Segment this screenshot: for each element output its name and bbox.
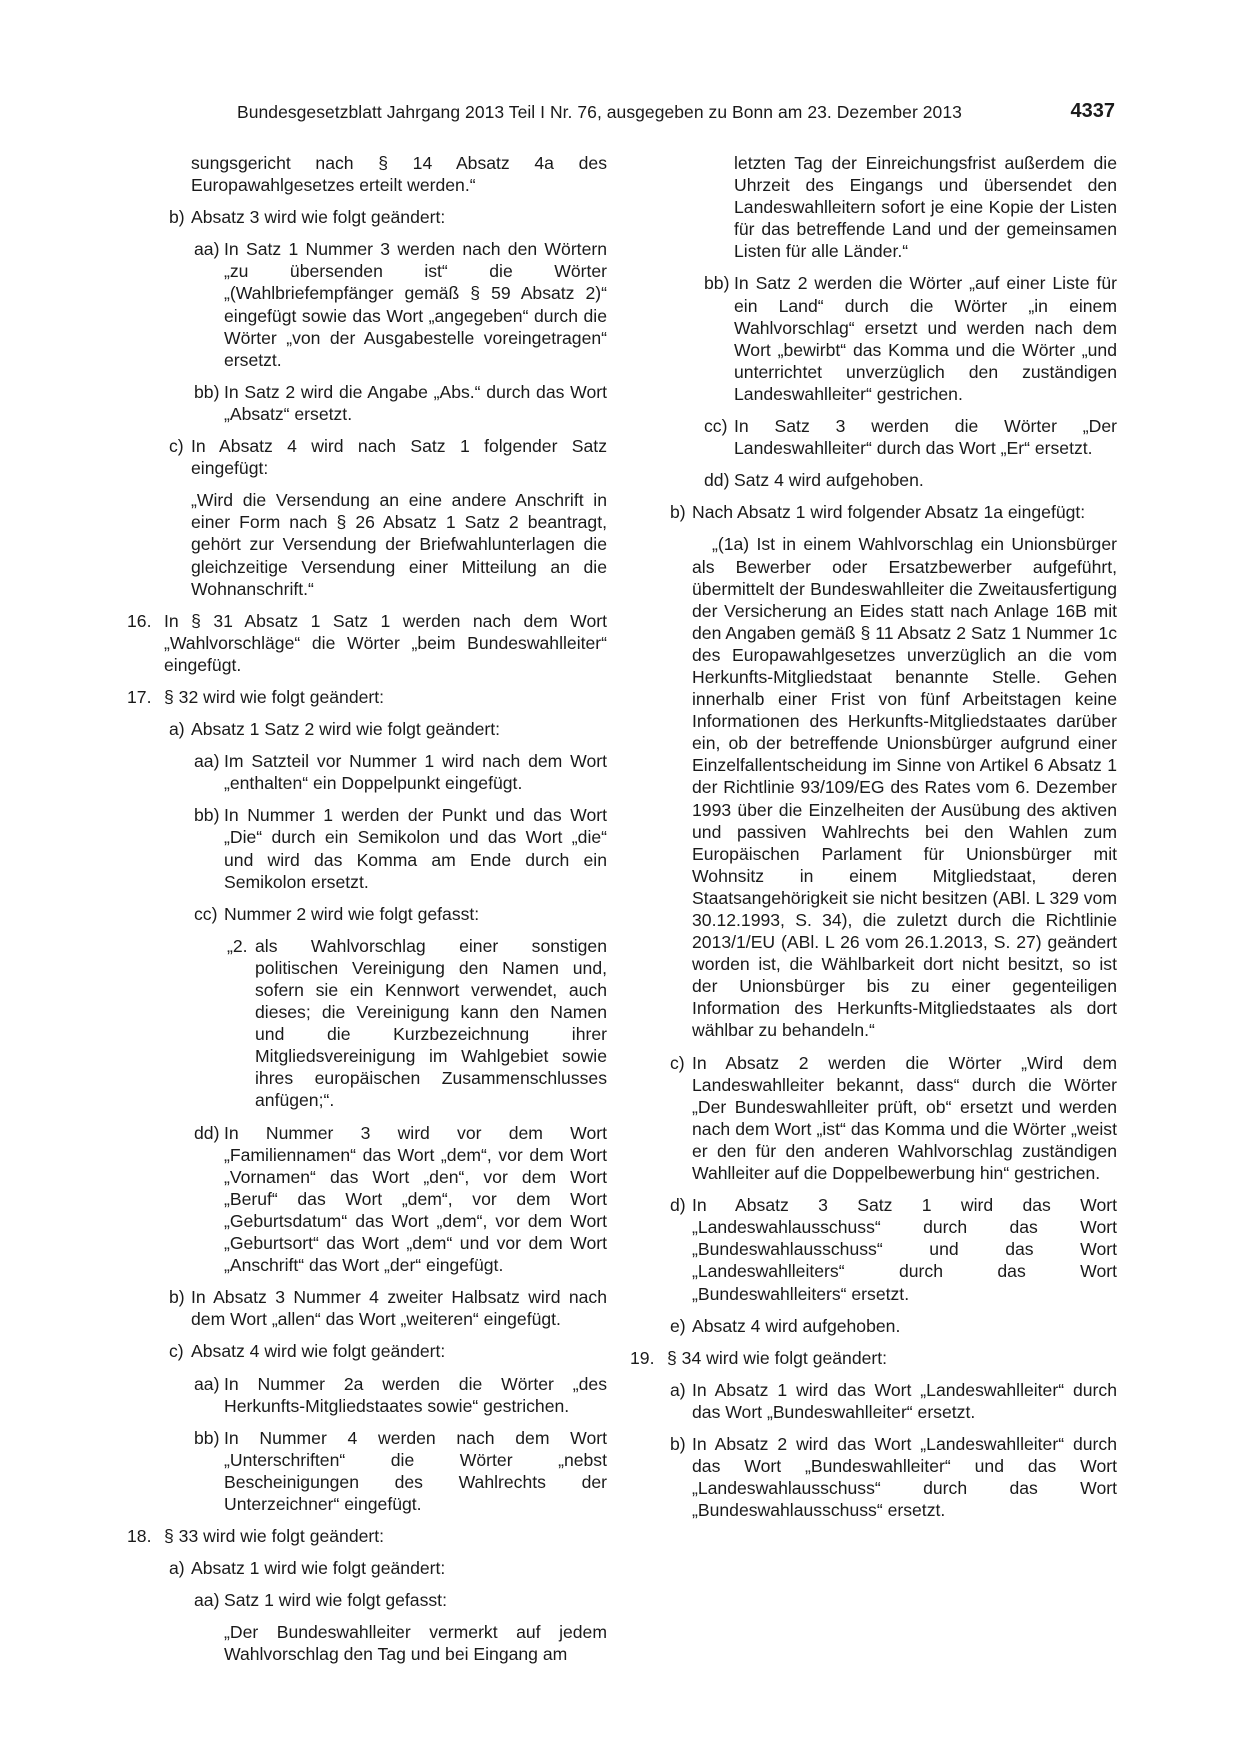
- item-label: c): [169, 436, 184, 457]
- item-text: In Satz 2 wird die Angabe „Abs.“ durch das Wort „Absatz“ ersetzt.: [224, 381, 607, 424]
- list-item: [127, 686, 607, 708]
- list-item: [169, 718, 607, 740]
- item-text: In Absatz 1 wird das Wort „Landeswahlleiter“ durch das Wort „Bundeswahlleiter“ ersetzt.: [692, 1379, 1117, 1422]
- item-label: b): [169, 207, 185, 228]
- item-text: In Nummer 2a werden die Wörter „des Herkunfts-Mitgliedstaates sowie“ gestrichen.: [224, 1373, 607, 1416]
- quote-text: „Der Bundeswahlleiter vermerkt auf jedem Wahlvorschlag den Tag und bei Eingang am: [224, 1622, 607, 1665]
- quoted-amendment: [224, 1621, 607, 1665]
- item-label: bb): [194, 381, 220, 402]
- item-text: § 34 wird wie folgt geändert:: [667, 1347, 888, 1368]
- list-item: [670, 1315, 1117, 1337]
- item-label: b): [670, 502, 686, 523]
- item-text: Absatz 4 wird aufgehoben.: [692, 1315, 901, 1336]
- item-label: a): [169, 1558, 185, 1579]
- list-item: [169, 1340, 607, 1362]
- list-item: [194, 804, 607, 892]
- list-item: [670, 1194, 1117, 1304]
- list-item: [127, 610, 607, 676]
- item-text: Absatz 4 wird wie folgt geändert:: [191, 1341, 446, 1362]
- item-label: „2.: [227, 935, 248, 956]
- item-label: dd): [194, 1122, 220, 1143]
- item-text: Im Satzteil vor Nummer 1 wird nach dem Wort „enthalten“ ein Doppelpunkt eingefügt.: [224, 751, 607, 794]
- item-label: bb): [194, 1427, 220, 1448]
- item-label: aa): [194, 1590, 220, 1611]
- quoted-amendment: [692, 533, 1117, 1041]
- list-item: [670, 1379, 1117, 1423]
- list-item: [169, 435, 607, 479]
- item-text: In Absatz 3 Nummer 4 zweiter Halbsatz wird nach dem Wort „allen“ das Wort „weiteren“ eingefügt.: [191, 1287, 607, 1330]
- item-label: c): [670, 1052, 685, 1073]
- list-item: [194, 1427, 607, 1515]
- list-item: [194, 903, 607, 925]
- item-text: Satz 1 wird wie folgt gefasst:: [224, 1590, 447, 1611]
- list-item: [194, 238, 607, 371]
- list-item: [127, 1525, 607, 1547]
- list-item: [704, 469, 1117, 491]
- item-text: § 33 wird wie folgt geändert:: [164, 1526, 385, 1547]
- list-item: [194, 1122, 607, 1277]
- item-number: 18.: [127, 1526, 152, 1547]
- item-label: cc): [194, 903, 218, 924]
- item-label: a): [670, 1379, 686, 1400]
- list-item: [194, 1373, 607, 1417]
- list-item: [194, 1589, 607, 1611]
- item-text: In Absatz 2 wird das Wort „Landeswahlleiter“ durch das Wort „Bundeswahlleiter“ und das Wort „Landeswahlausschuss“ durch das Wort „Bundeswahlausschuss“ ersetzt.: [692, 1433, 1117, 1521]
- item-text: Nummer 2 wird wie folgt gefasst:: [224, 903, 480, 924]
- item-text: In Absatz 4 wird nach Satz 1 folgender Satz eingefügt:: [191, 436, 607, 479]
- paragraph-text: sungsgericht nach § 14 Absatz 4a des Europawahlgesetzes erteilt werden.“: [191, 153, 607, 196]
- item-text: In Nummer 1 werden der Punkt und das Wort „Die“ durch ein Semikolon und das Wort „die“ und wird das Komma am Ende durch ein Semikolon ersetzt.: [224, 805, 607, 892]
- item-number: 17.: [127, 686, 152, 707]
- item-text: Absatz 1 wird wie folgt geändert:: [191, 1558, 446, 1579]
- item-text: In Nummer 3 wird vor dem Wort „Familiennamen“ das Wort „dem“, vor dem Wort „Vornamen“ das Wort „den“, vor dem Wort „Beruf“ das Wort „dem“, vor dem Wort „Geburtsdatum“ das Wort „dem“, vor dem Wort „Geburtsort“ das Wort „dem“ und vor dem Wort „Anschrift“ das Wort „der“ eingefügt.: [224, 1122, 607, 1276]
- quote-text: letzten Tag der Einreichungsfrist außerdem die Uhrzeit des Eingangs und übersendet den Landeswahlleitern sofort je eine Kopie der Listen für das betreffende Land und der gemeinsamen Listen für alle Länder.“: [734, 153, 1117, 262]
- list-item: [169, 206, 607, 228]
- list-item: [227, 935, 607, 1112]
- item-text: Absatz 3 wird wie folgt geändert:: [191, 207, 446, 228]
- gazette-title: Bundesgesetzblatt Jahrgang 2013 Teil I Nr. 76, ausgegeben zu Bonn am 23. Dezember 2013: [237, 102, 962, 122]
- list-item: [194, 381, 607, 425]
- item-label: e): [670, 1315, 686, 1336]
- item-text: Absatz 1 Satz 2 wird wie folgt geändert:: [191, 719, 501, 740]
- list-item: [670, 1433, 1117, 1521]
- item-label: bb): [704, 273, 730, 294]
- item-text: Nach Absatz 1 wird folgender Absatz 1a eingefügt:: [692, 502, 1086, 523]
- item-number: 19.: [630, 1347, 655, 1368]
- item-text: In Absatz 3 Satz 1 wird das Wort „Landeswahlausschuss“ durch das Wort „Bundeswahlausschuss“ und das Wort „Landeswahlleiters“ durch das Wort „Bundeswahlleiters“ ersetzt.: [692, 1195, 1117, 1304]
- item-label: d): [670, 1195, 686, 1216]
- item-text: In Satz 2 werden die Wörter „auf einer Liste für ein Land“ durch die Wörter „in einem Wahlvorschlag“ ersetzt und werden nach dem Wort „bewirbt“ das Komma und die Wörter „und unterrichtet unverzüglich den zuständigen Landeswahlleiter“ gestrichen.: [734, 273, 1117, 404]
- list-item: [704, 272, 1117, 405]
- item-text: In Absatz 2 werden die Wörter „Wird dem Landeswahlleiter bekannt, dass“ durch die Wörter „Der Bundeswahlleiter prüft, ob“ ersetzt und werden nach dem Wort „ist“ das Komma und die Wörter „weist er den für den anderen Wahlvorschlag zuständigen Wahlleiter auf die Doppelbewerbung hin“ gestrichen.: [692, 1052, 1117, 1184]
- item-text: § 32 wird wie folgt geändert:: [164, 686, 385, 707]
- item-label: bb): [194, 805, 220, 826]
- item-label: b): [670, 1433, 686, 1454]
- item-label: cc): [704, 416, 728, 437]
- list-item: [194, 750, 607, 794]
- item-label: dd): [704, 470, 730, 491]
- item-text: In Satz 3 werden die Wörter „Der Landeswahlleiter“ durch das Wort „Er“ ersetzt.: [734, 416, 1117, 459]
- item-text: Satz 4 wird aufgehoben.: [734, 470, 924, 491]
- list-item: [169, 1286, 607, 1330]
- item-text: In § 31 Absatz 1 Satz 1 werden nach dem Wort „Wahlvorschläge“ die Wörter „beim Bundeswahlleiter“ eingefügt.: [164, 610, 607, 675]
- page-number: 4337: [1070, 100, 1115, 122]
- list-item: [169, 1557, 607, 1579]
- right-column: [630, 152, 1117, 1521]
- left-column: [127, 152, 607, 1666]
- quote-text: „Wird die Versendung an eine andere Anschrift in einer Form nach § 26 Absatz 1 Satz 2 beantragt, gehört zur Versendung der Briefwahlunterlagen die gleichzeitige Versendung einer Mitteilung an die Wohnanschrift.“: [191, 490, 607, 599]
- quoted-amendment: [191, 489, 607, 599]
- list-item: [670, 1052, 1117, 1185]
- page-header: [237, 100, 1115, 130]
- item-label: aa): [194, 751, 220, 772]
- item-label: aa): [194, 1373, 220, 1394]
- item-text: In Nummer 4 werden nach dem Wort „Unterschriften“ die Wörter „nebst Bescheinigungen des Wahlrechts der Unterzeichner“ eingefügt.: [224, 1427, 607, 1514]
- item-text: als Wahlvorschlag einer sonstigen politischen Vereinigung den Namen und, sofern sie ein Kennwort verwendet, auch dieses; die Vereinigung kann den Namen und die Kurzbezeichnung ihrer Mitgliedsvereinigung im Wahlgebiet sowie ihres europäischen Zusammenschlusses anfügen;“.: [255, 935, 607, 1111]
- paragraph: [191, 152, 607, 196]
- item-label: aa): [194, 239, 220, 260]
- item-text: In Satz 1 Nummer 3 werden nach den Wörtern „zu übersenden ist“ die Wörter „(Wahlbriefempfänger gemäß § 59 Absatz 2)“ eingefügt sowie das Wort „angegeben“ durch die Wörter „von der Ausgabestelle voreingetragen“ ersetzt.: [224, 239, 607, 370]
- item-label: c): [169, 1341, 184, 1362]
- list-item: [704, 415, 1117, 459]
- item-label: b): [169, 1287, 185, 1308]
- quote-text: „(1a) Ist in einem Wahlvorschlag ein Unionsbürger als Bewerber oder Ersatzbewerber aufgeführt, übermittelt der Bundeswahlleiter die Zweitausfertigung der Versicherung an Eides statt nach Anlage 16B mit den Angaben gemäß § 11 Absatz 2 Satz 1 Nummer 1c des Europawahlgesetzes unverzüglich an die vom Herkunfts-Mitgliedstaat benannte Stelle. Gehen innerhalb einer Frist von fünf Arbeitstagen keine Informationen des Herkunfts-Mitgliedstaates darüber ein, ob der betreffende Unionsbürger aufgrund einer Einzelfallentscheidung im Sinne von Artikel 6 Absatz 1 der Richtlinie 93/109/EG des Rates vom 6. Dezember 1993 über die Einzelheiten der Ausübung des aktiven und passiven Wahlrechts bei den Wahlen zum Europäischen Parlament für Unionsbürger mit Wohnsitz in einem Mitgliedstaat, deren Staatsangehörigkeit sie nicht besitzen (ABl. L 329 vom 30.12.1993, S. 34), die zuletzt durch die Richtlinie 2013/1/EU (ABl. L 26 vom 26.1.2013, S. 27) geändert worden ist, die Wählbarkeit dort nicht besitzt, so ist der Unionsbürger bis zu einer gegenteiligen Information des Herkunfts-Mitgliedstaates als dort wählbar zu behandeln.“: [692, 534, 1117, 1041]
- item-label: a): [169, 719, 185, 740]
- list-item: [670, 501, 1117, 523]
- list-item: [630, 1347, 1117, 1369]
- quoted-amendment: [734, 152, 1117, 262]
- item-number: 16.: [127, 610, 152, 631]
